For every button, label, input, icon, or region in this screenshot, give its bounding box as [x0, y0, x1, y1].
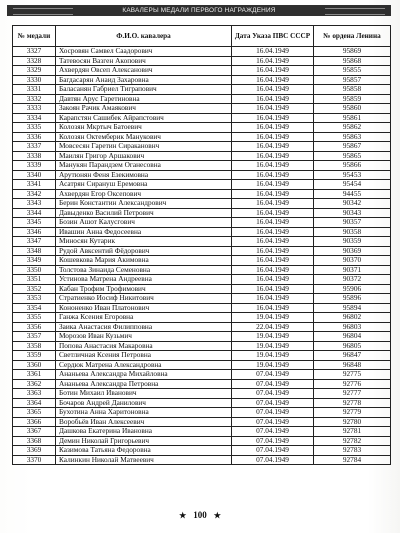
- table-row: [13, 360, 391, 370]
- full-name-cell: Ивашин Анна Федосеевна: [56, 227, 232, 237]
- table-row: [13, 341, 391, 351]
- awards-table: [12, 25, 391, 465]
- order-number-cell: 92781: [314, 427, 391, 437]
- table-row: [13, 85, 391, 95]
- full-name-cell: Кабан Трофим Трофимович: [56, 284, 232, 294]
- running-header-title: КАВАЛЕРЫ МЕДАЛИ ПЕРВОГО НАГРАЖДЕНИЯ: [122, 7, 276, 14]
- decree-date-cell: 16.04.1949: [232, 170, 314, 180]
- medal-number-cell: 3350: [13, 265, 56, 275]
- medal-number-cell: 3344: [13, 208, 56, 218]
- order-number-cell: 95896: [314, 294, 391, 304]
- medal-number-cell: 3341: [13, 180, 56, 190]
- order-number-cell: 95857: [314, 75, 391, 85]
- medal-number-cell: 3332: [13, 94, 56, 104]
- order-number-cell: 92778: [314, 398, 391, 408]
- order-number-cell: 96805: [314, 341, 391, 351]
- decree-date-cell: 07.04.1949: [232, 398, 314, 408]
- decree-date-cell: 16.04.1949: [232, 275, 314, 285]
- table-row: [13, 322, 391, 332]
- full-name-cell: Давтян Арус Гаретиновна: [56, 94, 232, 104]
- order-number-cell: 95859: [314, 94, 391, 104]
- order-number-cell: 90358: [314, 227, 391, 237]
- decree-date-cell: 16.04.1949: [232, 113, 314, 123]
- table-row: [13, 446, 391, 456]
- decree-date-cell: 16.04.1949: [232, 85, 314, 95]
- decree-date-cell: 16.04.1949: [232, 56, 314, 66]
- full-name-cell: Стратиенко Иосиф Никитович: [56, 294, 232, 304]
- medal-number-cell: 3369: [13, 446, 56, 456]
- medal-number-cell: 3338: [13, 151, 56, 161]
- full-name-cell: Миносян Кутарик: [56, 237, 232, 247]
- decree-date-cell: 07.04.1949: [232, 408, 314, 418]
- full-name-cell: Ботин Михаил Иванович: [56, 389, 232, 399]
- decree-date-cell: 16.04.1949: [232, 303, 314, 313]
- order-number-cell: 95868: [314, 56, 391, 66]
- full-name-cell: Ганжа Ксения Егоровна: [56, 313, 232, 323]
- order-number-cell: 90372: [314, 275, 391, 285]
- decree-date-cell: 07.04.1949: [232, 436, 314, 446]
- table-row: [13, 208, 391, 218]
- table-row: [13, 265, 391, 275]
- full-name-cell: Берин Константин Александрович: [56, 199, 232, 209]
- full-name-cell: Давыденко Василий Петрович: [56, 208, 232, 218]
- decree-date-cell: 16.04.1949: [232, 256, 314, 266]
- header-row: [13, 26, 391, 47]
- table-row: [13, 332, 391, 342]
- table-row: [13, 408, 391, 418]
- full-name-cell: Колозян Мкртыч Батоевич: [56, 123, 232, 133]
- full-name-cell: Татевосян Вазген Акопович: [56, 56, 232, 66]
- full-name-cell: Толстова Зинаида Семеновна: [56, 265, 232, 275]
- table-row: [13, 313, 391, 323]
- table-row: [13, 379, 391, 389]
- full-name-cell: Ахвердян Овсеп Алексанович: [56, 66, 232, 76]
- table-row: [13, 47, 391, 57]
- medal-number-cell: 3335: [13, 123, 56, 133]
- order-number-cell: 90370: [314, 256, 391, 266]
- order-number-cell: 95865: [314, 151, 391, 161]
- full-name-cell: Сердюк Матрена Александровна: [56, 360, 232, 370]
- full-name-cell: Мовсесян Гаретин Сиракановнч: [56, 142, 232, 152]
- table-row: [13, 303, 391, 313]
- order-number-cell: 95860: [314, 104, 391, 114]
- full-name-cell: Заика Анастасия Филипповна: [56, 322, 232, 332]
- table-row: [13, 66, 391, 76]
- column-header-medal-number: № медали: [13, 26, 56, 47]
- order-number-cell: 95861: [314, 113, 391, 123]
- full-name-cell: Бозин Ашот Калусгович: [56, 218, 232, 228]
- medal-number-cell: 3362: [13, 379, 56, 389]
- full-name-cell: Дашкова Екатерина Ивановна: [56, 427, 232, 437]
- decree-date-cell: 16.04.1949: [232, 189, 314, 199]
- order-number-cell: 90357: [314, 218, 391, 228]
- order-number-cell: 92780: [314, 417, 391, 427]
- table-row: [13, 246, 391, 256]
- order-number-cell: 96847: [314, 351, 391, 361]
- order-number-cell: 92784: [314, 455, 391, 465]
- decree-date-cell: 19.04.1949: [232, 313, 314, 323]
- medal-number-cell: 3329: [13, 66, 56, 76]
- order-number-cell: 90359: [314, 237, 391, 247]
- full-name-cell: Светличная Ксения Петровна: [56, 351, 232, 361]
- order-number-cell: 90343: [314, 208, 391, 218]
- medal-number-cell: 3363: [13, 389, 56, 399]
- order-number-cell: 96848: [314, 360, 391, 370]
- medal-number-cell: 3339: [13, 161, 56, 171]
- decree-date-cell: 16.04.1949: [232, 180, 314, 190]
- decree-date-cell: 16.04.1949: [232, 94, 314, 104]
- medal-number-cell: 3342: [13, 189, 56, 199]
- order-number-cell: 92782: [314, 436, 391, 446]
- table-row: [13, 256, 391, 266]
- decree-date-cell: 19.04.1949: [232, 351, 314, 361]
- table-row: [13, 370, 391, 380]
- column-header-decree-date: Дата Указа ПВС СССР: [232, 26, 314, 47]
- table-body: [13, 47, 391, 465]
- full-name-cell: Кошевкова Мария Акимовна: [56, 256, 232, 266]
- medal-number-cell: 3327: [13, 47, 56, 57]
- order-number-cell: 92779: [314, 408, 391, 418]
- order-number-cell: 90369: [314, 246, 391, 256]
- full-name-cell: Хосровян Самвел Саадорович: [56, 47, 232, 57]
- table-row: [13, 237, 391, 247]
- full-name-cell: Баласанян Габриел Тиграпович: [56, 85, 232, 95]
- order-number-cell: 95862: [314, 123, 391, 133]
- medal-number-cell: 3337: [13, 142, 56, 152]
- order-number-cell: 95855: [314, 66, 391, 76]
- order-number-cell: 95869: [314, 47, 391, 57]
- order-number-cell: 96802: [314, 313, 391, 323]
- table-row: [13, 132, 391, 142]
- medal-number-cell: 3357: [13, 332, 56, 342]
- medal-number-cell: 3340: [13, 170, 56, 180]
- medal-number-cell: 3368: [13, 436, 56, 446]
- medal-number-cell: 3355: [13, 313, 56, 323]
- table-row: [13, 123, 391, 133]
- table-row: [13, 417, 391, 427]
- decree-date-cell: 07.04.1949: [232, 389, 314, 399]
- full-name-cell: Маилян Григор Аршакович: [56, 151, 232, 161]
- column-header-order-number: № ордена Ленина: [314, 26, 391, 47]
- order-number-cell: 94455: [314, 189, 391, 199]
- full-name-cell: Попова Анастасия Макаровна: [56, 341, 232, 351]
- decree-date-cell: 16.04.1949: [232, 227, 314, 237]
- table-row: [13, 436, 391, 446]
- full-name-cell: Бухотина Анна Харитоновна: [56, 408, 232, 418]
- medal-number-cell: 3349: [13, 256, 56, 266]
- table-row: [13, 398, 391, 408]
- decree-date-cell: 07.04.1949: [232, 379, 314, 389]
- decree-date-cell: 16.04.1949: [232, 151, 314, 161]
- table-row: [13, 113, 391, 123]
- decree-date-cell: 16.04.1949: [232, 123, 314, 133]
- full-name-cell: Калинкин Николай Матвеевич: [56, 455, 232, 465]
- page-number: 100: [193, 510, 207, 520]
- order-number-cell: 90371: [314, 265, 391, 275]
- full-name-cell: Кононенко Иван Платонович: [56, 303, 232, 313]
- table-row: [13, 227, 391, 237]
- table-row: [13, 275, 391, 285]
- table-row: [13, 199, 391, 209]
- full-name-cell: Устинова Матрена Андреевна: [56, 275, 232, 285]
- decree-date-cell: 07.04.1949: [232, 455, 314, 465]
- decree-date-cell: 19.04.1949: [232, 332, 314, 342]
- full-name-cell: Закоян Рачик Амаякович: [56, 104, 232, 114]
- order-number-cell: 95866: [314, 161, 391, 171]
- decree-date-cell: 16.04.1949: [232, 208, 314, 218]
- medal-number-cell: 3356: [13, 322, 56, 332]
- medal-number-cell: 3330: [13, 75, 56, 85]
- page-footer: [0, 510, 400, 520]
- order-number-cell: 96804: [314, 332, 391, 342]
- medal-number-cell: 3328: [13, 56, 56, 66]
- decree-date-cell: 16.04.1949: [232, 246, 314, 256]
- decree-date-cell: 07.04.1949: [232, 417, 314, 427]
- full-name-cell: Воробьёв Иван Алексеевич: [56, 417, 232, 427]
- medal-number-cell: 3346: [13, 227, 56, 237]
- medal-number-cell: 3366: [13, 417, 56, 427]
- table-row: [13, 284, 391, 294]
- medal-number-cell: 3354: [13, 303, 56, 313]
- full-name-cell: Казимова Татьяна Федоровна: [56, 446, 232, 456]
- decree-date-cell: 16.04.1949: [232, 142, 314, 152]
- medal-number-cell: 3358: [13, 341, 56, 351]
- medal-number-cell: 3365: [13, 408, 56, 418]
- medal-number-cell: 3336: [13, 132, 56, 142]
- medal-number-cell: 3353: [13, 294, 56, 304]
- order-number-cell: 95858: [314, 85, 391, 95]
- decree-date-cell: 16.04.1949: [232, 161, 314, 171]
- star-icon: ★: [179, 510, 187, 520]
- medal-number-cell: 3360: [13, 360, 56, 370]
- medal-number-cell: 3359: [13, 351, 56, 361]
- full-name-cell: Рудой Авксентий Фёдорович: [56, 246, 232, 256]
- table-row: [13, 170, 391, 180]
- table-row: [13, 94, 391, 104]
- full-name-cell: Асатрян Сирануш Еремовна: [56, 180, 232, 190]
- table-row: [13, 151, 391, 161]
- table-row: [13, 180, 391, 190]
- order-number-cell: 96803: [314, 322, 391, 332]
- decree-date-cell: 19.04.1949: [232, 360, 314, 370]
- decree-date-cell: 16.04.1949: [232, 132, 314, 142]
- decree-date-cell: 16.04.1949: [232, 75, 314, 85]
- decree-date-cell: 19.04.1949: [232, 341, 314, 351]
- medal-number-cell: 3334: [13, 113, 56, 123]
- table-row: [13, 161, 391, 171]
- medal-number-cell: 3352: [13, 284, 56, 294]
- decree-date-cell: 16.04.1949: [232, 294, 314, 304]
- order-number-cell: 95454: [314, 180, 391, 190]
- full-name-cell: Карапстян Сашибек Айрапстович: [56, 113, 232, 123]
- full-name-cell: Колозян Октемберик Манукович: [56, 132, 232, 142]
- star-icon: ★: [213, 510, 221, 520]
- medal-number-cell: 3343: [13, 199, 56, 209]
- table-row: [13, 427, 391, 437]
- full-name-cell: Бочаров Андрей Данилович: [56, 398, 232, 408]
- medal-number-cell: 3351: [13, 275, 56, 285]
- order-number-cell: 95453: [314, 170, 391, 180]
- full-name-cell: Багдасарян Анаид Захаровна: [56, 75, 232, 85]
- medal-number-cell: 3348: [13, 246, 56, 256]
- table-row: [13, 189, 391, 199]
- order-number-cell: 95906: [314, 284, 391, 294]
- medal-number-cell: 3361: [13, 370, 56, 380]
- order-number-cell: 92777: [314, 389, 391, 399]
- order-number-cell: 90342: [314, 199, 391, 209]
- full-name-cell: Ананьева Александра Михайловна: [56, 370, 232, 380]
- table-row: [13, 104, 391, 114]
- table-row: [13, 75, 391, 85]
- order-number-cell: 92783: [314, 446, 391, 456]
- decree-date-cell: 16.04.1949: [232, 199, 314, 209]
- medal-number-cell: 3333: [13, 104, 56, 114]
- table-header: [13, 26, 391, 47]
- table-row: [13, 351, 391, 361]
- table-row: [13, 294, 391, 304]
- running-header: [7, 5, 391, 16]
- full-name-cell: Арутюнян Феня Езекимовна: [56, 170, 232, 180]
- decree-date-cell: 07.04.1949: [232, 427, 314, 437]
- medal-number-cell: 3367: [13, 427, 56, 437]
- table-row: [13, 455, 391, 465]
- order-number-cell: 92775: [314, 370, 391, 380]
- medal-number-cell: 3331: [13, 85, 56, 95]
- decree-date-cell: 16.04.1949: [232, 284, 314, 294]
- full-name-cell: Ананьева Александра Петровна: [56, 379, 232, 389]
- decree-date-cell: 16.04.1949: [232, 218, 314, 228]
- table-row: [13, 389, 391, 399]
- decree-date-cell: 16.04.1949: [232, 66, 314, 76]
- full-name-cell: Ахвердян Егор Оксепович: [56, 189, 232, 199]
- table-row: [13, 142, 391, 152]
- full-name-cell: Демин Николай Григорьевич: [56, 436, 232, 446]
- medal-number-cell: 3347: [13, 237, 56, 247]
- order-number-cell: 95867: [314, 142, 391, 152]
- decree-date-cell: 16.04.1949: [232, 265, 314, 275]
- decree-date-cell: 16.04.1949: [232, 47, 314, 57]
- table-row: [13, 218, 391, 228]
- medal-number-cell: 3370: [13, 455, 56, 465]
- decree-date-cell: 07.04.1949: [232, 370, 314, 380]
- order-number-cell: 95894: [314, 303, 391, 313]
- full-name-cell: Манукян Парандзем Оганесовна: [56, 161, 232, 171]
- decree-date-cell: 22.04.1949: [232, 322, 314, 332]
- decree-date-cell: 16.04.1949: [232, 237, 314, 247]
- table-row: [13, 56, 391, 66]
- decree-date-cell: 07.04.1949: [232, 446, 314, 456]
- order-number-cell: 92776: [314, 379, 391, 389]
- full-name-cell: Морозов Иван Кузьмич: [56, 332, 232, 342]
- column-header-full-name: Ф.И.О. кавалера: [56, 26, 232, 47]
- medal-number-cell: 3364: [13, 398, 56, 408]
- decree-date-cell: 16.04.1949: [232, 104, 314, 114]
- medal-number-cell: 3345: [13, 218, 56, 228]
- order-number-cell: 95863: [314, 132, 391, 142]
